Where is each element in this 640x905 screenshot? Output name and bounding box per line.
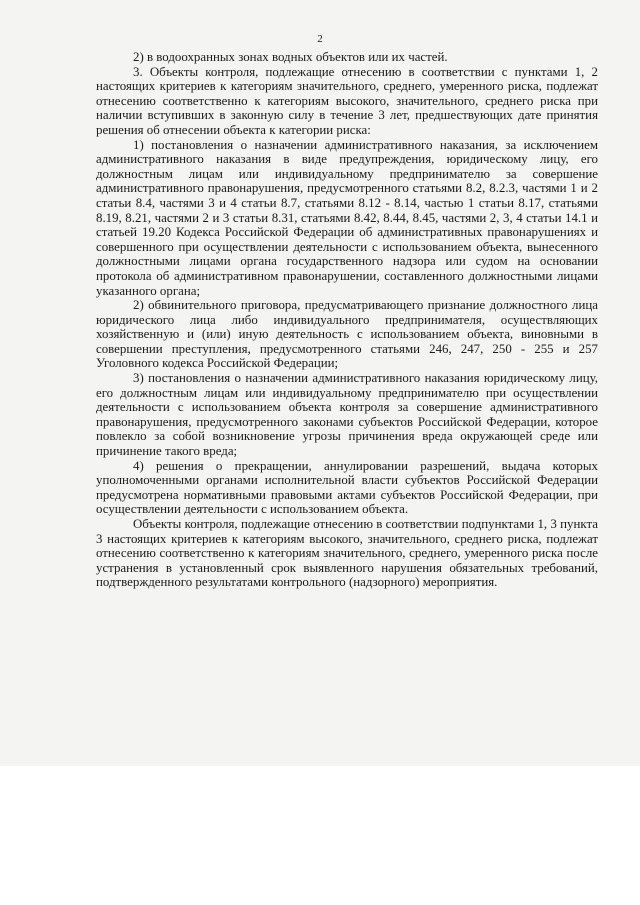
paragraph-subclause-1: 1) постановления о назначении административного наказания, за исключением административного наказания в виде предупреждения, юридическому лицу, его должностным лицам или индивидуальному предпринимателю за совершение административного правонарушения, предусмотренного статьями 8.2, 8.2.3, частями 1 и 2 статьи 8.4, частями 3 и 4 статьи 8.7, статьями 8.12 - 8.14, частью 1 статьи 8.17, статьями 8.19, 8.21, частями 2 и 3 статьи 8.31, статьями 8.42, 8.44, 8.45, частями 2, 3, 4 статьи 14.1 и статьей 19.20 Кодекса Российской Федерации об административных правонарушениях и совершенного при осуществлении деятельности с использованием объекта, вынесенного должностными лицами органа государственного надзора или судом на основании протокола об административном правонарушении, составленного должностными лицами указанного органа; — [96, 137, 598, 298]
blank-margin — [0, 766, 640, 905]
paragraph-subclause-4: 4) решения о прекращении, аннулировании разрешений, выдача которых уполномоченными органами исполнительной власти субъектов Российской Федерации предусмотрена нормативными правовыми актами субъектов Российской Федерации, при осуществлении деятельности с использованием объекта. — [96, 458, 598, 517]
paragraph-subclause-2: 2) обвинительного приговора, предусматривающего признание должностного лица юридического лица либо индивидуального предпринимателя, осуществляющих хозяйственную и (или) иную деятельность с использованием объекта, виновными в совершении преступления, предусмотренного статьями 246, 247, 250 - 255 и 257 Уголовного кодекса Российской Федерации; — [96, 298, 598, 371]
document-body — [96, 50, 598, 590]
paragraph-subclause-3: 3) постановления о назначении административного наказания юридическому лицу, его должностным лицам или индивидуальному предпринимателю при осуществлении деятельности с использованием объекта контроля за совершение административного правонарушения, предусмотренного законами субъектов Российской Федерации, которое повлекло за собой возникновение угрозы причинения вреда окружающей среде или причинение такого вреда; — [96, 371, 598, 459]
paragraph-risk-downgrade: Объекты контроля, подлежащие отнесению в соответствии подпунктами 1, 3 пункта 3 настоящих критериев к категориям высокого, значительного, среднего риска, подлежат отнесению соответственно к категориям значительного, среднего, умеренного риска после устранения в установленный срок выявленного нарушения обязательных требований, подтвержденного результатами контрольного (надзорного) мероприятия. — [96, 517, 598, 590]
paragraph-clause-3: 3. Объекты контроля, подлежащие отнесению в соответствии с пунктами 1, 2 настоящих критериев к категориям значительного, среднего, умеренного риска, подлежат отнесению соответственно к категориям высокого, значительного, среднего риска при наличии вступивших в законную силу в течение 3 лет, предшествующих дате принятия решения об отнесении объекта к категории риска: — [96, 64, 598, 137]
paragraph-water-protection-zones: 2) в водоохранных зонах водных объектов или их частей. — [133, 50, 448, 64]
page-number: 2 — [317, 33, 323, 45]
